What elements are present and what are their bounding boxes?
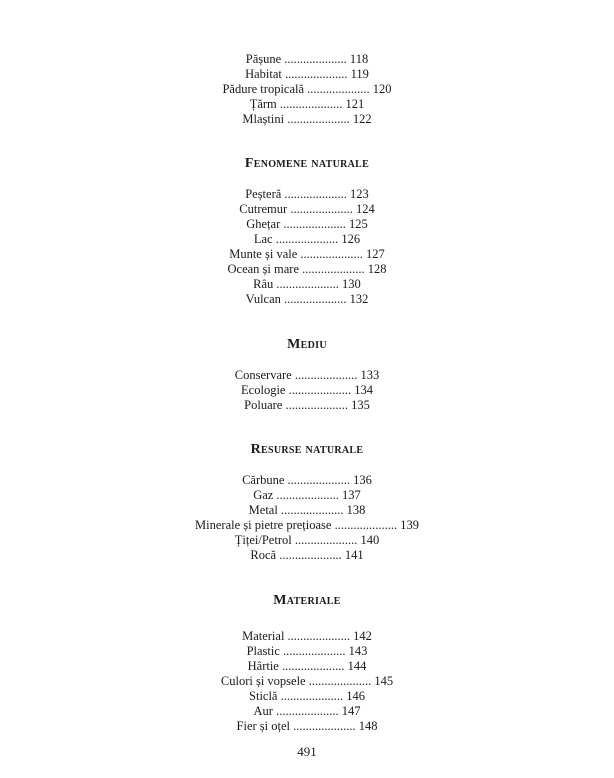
index-entry: Plastic .................... 143 <box>246 644 368 658</box>
index-entry: Cutremur .................... 124 <box>239 202 375 216</box>
index-entry: Fier și oțel .................... 148 <box>236 719 378 733</box>
index-entry: Peșteră .................... 123 <box>245 187 369 201</box>
index-entry: Țărm .................... 121 <box>249 97 365 111</box>
entry-group-materiale <box>0 629 614 734</box>
index-entry: Ecologie .................... 134 <box>241 383 373 397</box>
entry-group-habitats <box>0 52 614 127</box>
index-entry: Ocean și mare .................... 128 <box>227 262 387 276</box>
index-entry: Culori și vopsele .................... 145 <box>220 674 394 688</box>
entry-group-mediu <box>0 368 614 413</box>
index-entry: Pădure tropicală .................... 120 <box>222 82 392 96</box>
section-title-mediu: Mediu <box>287 337 327 352</box>
index-entry: Aur .................... 147 <box>253 704 361 718</box>
index-entry: Hârtie .................... 144 <box>247 659 367 673</box>
index-entry: Pășune .................... 118 <box>245 52 369 66</box>
index-entry: Cărbune .................... 136 <box>242 473 372 487</box>
index-entry: Habitat .................... 119 <box>245 67 369 81</box>
index-entry: Țiței/Petrol .................... 140 <box>234 533 380 547</box>
index-entry: Gaz .................... 137 <box>253 488 361 502</box>
index-entry: Lac .................... 126 <box>253 232 361 246</box>
entry-group-resurse-naturale <box>0 473 614 563</box>
index-entry: Ghețar .................... 125 <box>246 217 368 231</box>
index-entry: Vulcan .................... 132 <box>245 292 369 306</box>
index-entry: Râu .................... 130 <box>253 277 361 291</box>
index-entry: Conservare .................... 133 <box>234 368 380 382</box>
index-entry: Minerale și pietre prețioase .................... 139 <box>195 518 419 532</box>
index-entry: Poluare .................... 135 <box>244 398 370 412</box>
index-entry: Material .................... 142 <box>242 629 372 643</box>
entry-group-fenomene-naturale <box>0 187 614 307</box>
page-number: 491 <box>297 744 317 759</box>
index-entry: Munte și vale .................... 127 <box>229 247 385 261</box>
section-title-resurse-naturale: Resurse naturale <box>250 442 364 457</box>
index-entry: Sticlă .................... 146 <box>249 689 365 703</box>
section-title-materiale: Materiale <box>273 593 341 608</box>
index-entry: Mlaștini .................... 122 <box>242 112 372 126</box>
index-entry: Metal .................... 138 <box>248 503 366 517</box>
index-entry: Rocă .................... 141 <box>250 548 364 562</box>
section-title-fenomene-naturale: Fenomene naturale <box>244 156 370 171</box>
